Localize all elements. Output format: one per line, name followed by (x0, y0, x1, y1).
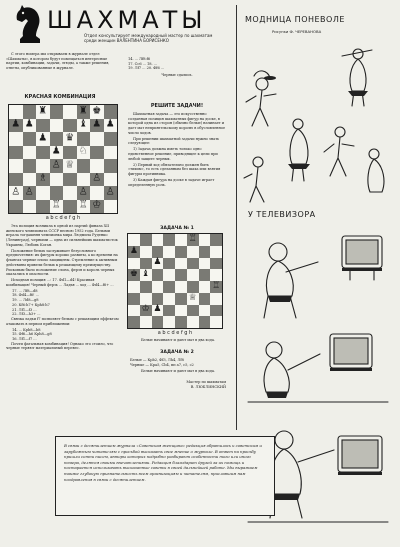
board-square (50, 105, 64, 119)
move-line: 18. Фd4—f6! ... (12, 293, 39, 298)
board-square (104, 173, 118, 187)
board-square (128, 305, 140, 317)
board-square (50, 119, 64, 133)
board-square (175, 281, 187, 293)
problem2-instruction: Белые начинают и дают мат в два хода. (140, 369, 216, 374)
board-square (9, 186, 23, 200)
board-square (104, 119, 118, 133)
board-square (175, 316, 187, 328)
board-square (36, 159, 50, 173)
chess-piece-icon: ♙ (11, 186, 21, 198)
board-square (175, 293, 187, 305)
board-square (163, 246, 175, 258)
board-square (210, 234, 222, 246)
board-square (104, 186, 118, 200)
commentary-paragraph: Почти фатальная комбинация! Однако это стоило, что черные теряют материальный перевес. (6, 341, 114, 351)
board-square (90, 200, 104, 214)
board-square (210, 281, 222, 293)
move-line: 19. Лf7 ... 20. Фf6 ... (128, 66, 165, 71)
board-square (23, 173, 37, 187)
board-square (199, 281, 211, 293)
chess-piece-icon: ♕ (65, 159, 75, 171)
board-square (63, 186, 77, 200)
board-square (199, 269, 211, 281)
rules-paragraph: Шахматная задача — это искусственно созданная позиция шахматных фигур на доске, в которой одна из сторон (обычно белые) начинает и дает мат неприятельскому королю в обусловленное число ходов. (128, 112, 226, 135)
moves-list (6, 328, 119, 342)
board-square (77, 159, 91, 173)
board-square (90, 119, 104, 133)
board-square (77, 146, 91, 160)
chess-piece-icon: ♙ (78, 186, 88, 198)
move-line: 17. ... Лf8—d8 (12, 288, 38, 293)
moves-list (6, 289, 119, 317)
board-square (210, 293, 222, 305)
chess-piece-icon: ♙ (24, 186, 34, 198)
chess-piece-icon: ♕ (188, 292, 197, 303)
board-square (104, 159, 118, 173)
board-square (9, 159, 23, 173)
board-square (199, 316, 211, 328)
board-square (50, 146, 64, 160)
board-square (187, 281, 199, 293)
board-square (104, 200, 118, 214)
author-name: В. ЛЮБЛИНСКИЙ (190, 384, 226, 389)
board-square (50, 200, 64, 214)
chess-piece-icon: ♛ (65, 132, 75, 144)
chess-piece-icon: ♜ (78, 105, 88, 117)
board-square (9, 119, 23, 133)
chess-piece-icon: ♟ (105, 118, 115, 130)
rules-paragraph: При решении шахматной задачи нужно знать следующее: (128, 136, 220, 146)
knight-logo-icon (14, 3, 46, 47)
board-square (23, 119, 37, 133)
column-divider (236, 5, 237, 430)
board-square (187, 305, 199, 317)
board-square (50, 159, 64, 173)
chess-piece-icon: ♟ (92, 118, 102, 130)
board-square (175, 258, 187, 270)
problem2-title: ЗАДАЧА № 2 (160, 350, 194, 355)
board-square (210, 305, 222, 317)
board-square (199, 258, 211, 270)
chess-piece-icon: ♖ (188, 233, 197, 244)
editorial-note-text: В связи с десятилетием журнала «Советская женщина» редакция обратилась к советским и зарубежным читателям с просьбой высказать свое мнение о журнале. В ответ на просьбу пришли сотни писем, авторы которых подробно разбирают особенности того или иного номера, делятся своими впечатлениями. Редакция благодарит друзей за их помощь и постарается использовать высказанные советы в своей дальнейшей работе. Мы выражаем также глубокую признательность всем организациям и читателям, приславшим нам поздравления в связи с десятилетием. (64, 443, 262, 482)
section-subtitle: Отдел консультирует международный мастер по шахматам среди женщин ВАЛЕНТИНА БОРИСЕНКО (84, 33, 213, 43)
board-square (128, 234, 140, 246)
board-square (36, 105, 50, 119)
board-square (77, 200, 91, 214)
board-square (163, 234, 175, 246)
problem2-description (130, 358, 226, 390)
board-square (90, 132, 104, 146)
chess-piece-icon: ♔ (141, 304, 150, 315)
chess-board-problem1 (127, 233, 223, 329)
board-square (63, 200, 77, 214)
rule-item: 2) Первый ход обязательно должен быть «тихим», то есть сделанным без шаха или взятия фигуры противника. (128, 162, 221, 176)
chess-piece-icon: ♟ (51, 145, 61, 157)
problem1-title: ЗАДАЧА № 1 (160, 226, 194, 231)
board-square (210, 269, 222, 281)
commentary-paragraph: Исходная позиция ...: 17. Фd1—d4! Красивая комбинация! Черный ферзь ... Ладья ... ход ... Фd4—f6+ ... (6, 278, 114, 287)
board-square (77, 119, 91, 133)
board-square (63, 146, 77, 160)
chess-piece-icon: ♟ (153, 257, 162, 268)
move-line: 16. Лf1—f7 ... (12, 336, 37, 341)
board-square (77, 173, 91, 187)
board-square (187, 316, 199, 328)
board-square (199, 305, 211, 317)
board-square (163, 281, 175, 293)
board-square (152, 269, 164, 281)
board-square (23, 159, 37, 173)
board-square (163, 293, 175, 305)
board-square (187, 234, 199, 246)
move-line: 14. ... Крb8—b8 (12, 327, 41, 332)
chess-piece-icon: ♘ (78, 145, 88, 157)
board-square (163, 305, 175, 317)
board-square (210, 246, 222, 258)
board-square (36, 200, 50, 214)
board-square (140, 281, 152, 293)
problem2-white-pieces: Белые — Крb2, Фf3, Лh4, Лf8 (130, 358, 184, 362)
board-square (152, 246, 164, 258)
board-square (23, 186, 37, 200)
solve-problems-heading: РЕШИТЕ ЗАДАЧИ! (150, 103, 204, 109)
board-square (152, 305, 164, 317)
board-square (187, 293, 199, 305)
board-square (128, 316, 140, 328)
board-square (140, 269, 152, 281)
chess-piece-icon: ♙ (51, 159, 61, 171)
board-square (50, 132, 64, 146)
board-square (77, 132, 91, 146)
board-square (140, 258, 152, 270)
chess-piece-icon: ♚ (129, 269, 138, 280)
board-square (128, 246, 140, 258)
board-square (104, 146, 118, 160)
board-square (63, 132, 77, 146)
board-square (163, 316, 175, 328)
board-square (77, 186, 91, 200)
chess-piece-icon: ♗ (38, 172, 48, 184)
editorial-note-box (55, 436, 275, 516)
chess-piece-icon: ♔ (92, 199, 102, 211)
board-square (23, 200, 37, 214)
chess-piece-icon: ♝ (78, 118, 88, 130)
board-square (36, 146, 50, 160)
board-square (104, 132, 118, 146)
board-square (140, 316, 152, 328)
board-square (152, 258, 164, 270)
board-square (36, 173, 50, 187)
continuation-moves (128, 57, 226, 78)
chess-piece-icon: ♖ (51, 199, 61, 211)
board-square (187, 269, 199, 281)
chess-piece-icon: ♜ (38, 105, 48, 117)
chess-piece-icon: ♚ (92, 105, 102, 117)
board-square (175, 269, 187, 281)
board-square (199, 234, 211, 246)
board-square (152, 234, 164, 246)
board-square (23, 105, 37, 119)
chess-piece-icon: ♟ (11, 118, 21, 130)
board-square (140, 246, 152, 258)
board-square (23, 132, 37, 146)
board-square (104, 105, 118, 119)
board-square (175, 305, 187, 317)
board-square (90, 146, 104, 160)
rule-item: 1) Задача должна иметь только одно единственное решение, приводящее к цели при любой защите черных. (128, 147, 218, 161)
board-square (9, 132, 23, 146)
red-combination-heading: КРАСНАЯ КОМБИНАЦИЯ (24, 94, 96, 100)
board-square (36, 132, 50, 146)
chess-piece-icon: ♟ (38, 132, 48, 144)
board-square (128, 258, 140, 270)
board-square (128, 281, 140, 293)
board-square (36, 119, 50, 133)
chess-piece-icon: ♟ (153, 304, 162, 315)
board-square (152, 316, 164, 328)
board-square (63, 119, 77, 133)
board-square (140, 234, 152, 246)
cartoon1-title: МОДНИЦА ПОНЕВОЛЕ (245, 15, 345, 24)
problem1-instruction: Белые начинают и дают мат в два хода. (140, 338, 216, 342)
board-square (90, 159, 104, 173)
fashion-cartoon-illustration (240, 36, 396, 206)
board-square (36, 186, 50, 200)
board-square (90, 173, 104, 187)
board-square (199, 293, 211, 305)
board-square (90, 186, 104, 200)
board-square (210, 316, 222, 328)
board-square (63, 105, 77, 119)
chess-piece-icon: ♙ (105, 186, 115, 198)
board-square (175, 234, 187, 246)
board-file-labels: a b c d e f g h (157, 330, 193, 336)
board-square (140, 305, 152, 317)
move-line: 19. ... Лd8—g8 (12, 298, 39, 303)
move-line: 14. ... Лf8:f6 (128, 57, 151, 61)
board-square (9, 105, 23, 119)
move-line: 20. Кf6:h7+ Крh8:h7 (12, 302, 50, 307)
cartoon1-byline: Рисунки Ф. ЧЕРЕВАНОВА (272, 29, 322, 34)
intro-text (6, 52, 111, 72)
move-line: 22. Лf3—h3+ ... (12, 312, 41, 317)
board-square (152, 293, 164, 305)
move-line: 15. Фf6—h6 Крh8—g8 (12, 332, 52, 337)
intro-paragraph: С этого номера мы открываем в журнале отдел «Шахматы», в котором будут помещаться интересные партии, комбинации, задачи, этюды, а также решения, ответы, опубликованные в журнале. (6, 52, 110, 71)
board-square (210, 258, 222, 270)
cartoon2-title: У ТЕЛЕВИЗОРА (248, 210, 316, 219)
board-square (63, 173, 77, 187)
board-square (23, 146, 37, 160)
resign-note: Черные сдались. (161, 73, 193, 78)
board-square (175, 246, 187, 258)
board-square (199, 246, 211, 258)
board-square (128, 269, 140, 281)
chess-piece-icon: ♟ (24, 118, 34, 130)
commentary-paragraph: Связка ладьи f7 позволяет белым с решающим эффектом атаковать в первом приближении: (6, 316, 119, 326)
problem-rules-text (128, 112, 226, 188)
board-square (152, 281, 164, 293)
board-square (128, 293, 140, 305)
board-square (9, 173, 23, 187)
commentary-paragraph: Эта позиция возникла в одной из партий финала XII женского чемпионата СССР весною 1952 года. Белыми играла тогдашняя чемпионка мира Людмила Руденко (Ленинград), черными — одна из сильнейших шахматисток Украины, Любовь Коган. (6, 224, 118, 247)
board-square (163, 269, 175, 281)
board-square (63, 159, 77, 173)
chess-board-red-combination (8, 104, 118, 214)
move-line: 21. Лf1—f3 ... (12, 307, 37, 312)
author-caption: Мастер по шахматам (186, 380, 226, 385)
problem2-black-pieces: Черные — Крa5, Сb4, пп a7, c5, c2 (130, 362, 194, 367)
chess-piece-icon: ♙ (92, 172, 102, 184)
chess-piece-icon: ♖ (78, 199, 88, 211)
chess-piece-icon: ♟ (129, 245, 138, 256)
board-square (77, 105, 91, 119)
section-title: ШАХМАТЫ (47, 6, 207, 34)
commentary-paragraph: Положение белых заслуживает безусловного предпочтения: их фигуры хорошо развиты, а ко времени на флангах черные плохо защищены. Стремление к активным действиям привели белых к решающему преимуществу. Рисковым было положение слона, ферзя и король черных оказались в опасности. (6, 248, 118, 277)
move-line: 17. Сc6 ... 18. ... (128, 61, 157, 66)
board-square (50, 186, 64, 200)
board-square (9, 200, 23, 214)
game-commentary (6, 224, 119, 352)
board-square (9, 146, 23, 160)
board-square (140, 293, 152, 305)
board-file-labels: a b c d e f g h (45, 215, 81, 221)
chess-piece-icon: ♖ (212, 280, 221, 291)
board-square (187, 246, 199, 258)
board-square (50, 173, 64, 187)
board-square (163, 258, 175, 270)
board-square (187, 258, 199, 270)
rule-item: 3) Каждая фигура на доске в задаче играет определенную роль. (128, 177, 215, 187)
board-square (90, 105, 104, 119)
chess-piece-icon: ♝ (141, 269, 150, 280)
